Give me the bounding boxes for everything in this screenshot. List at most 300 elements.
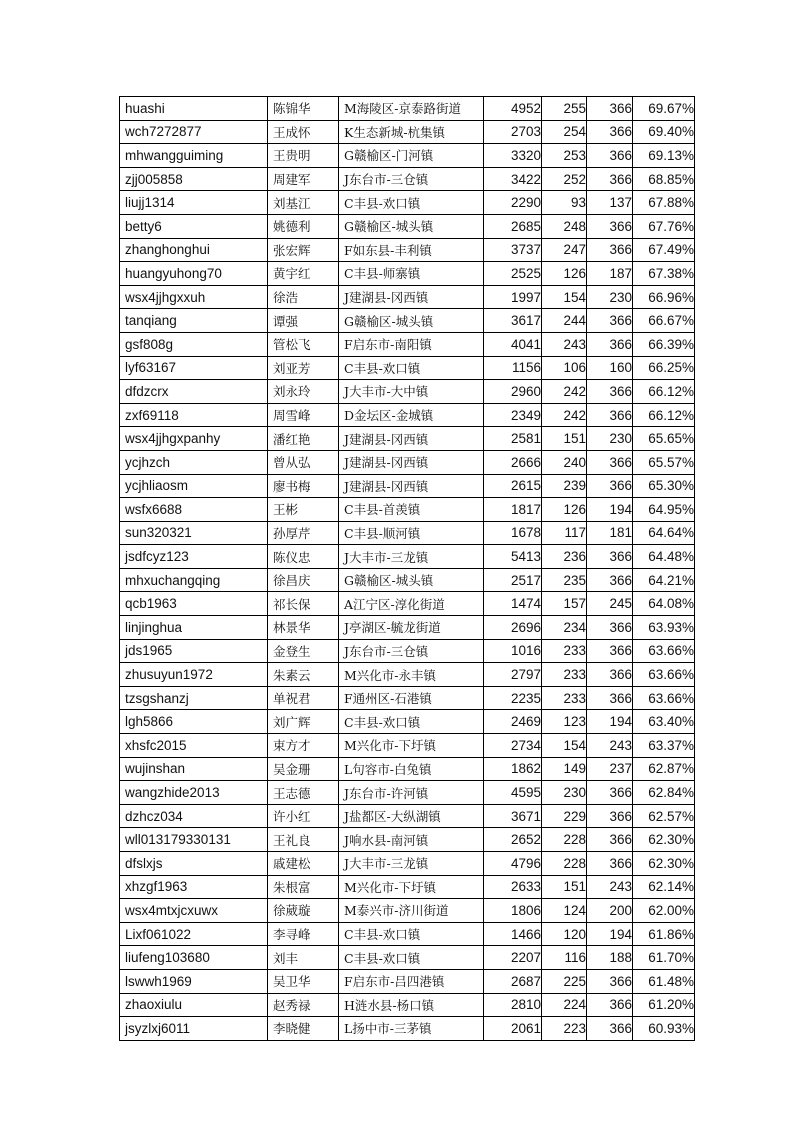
username-cell: wsx4mtxjcxuwx — [120, 899, 268, 923]
period-cell: 366 — [587, 380, 633, 404]
table-row — [120, 214, 695, 238]
total-cell: 1474 — [484, 592, 542, 616]
name-cell: 许小红 — [268, 804, 339, 828]
table-row — [120, 663, 695, 687]
username-cell: ycjhliaosm — [120, 474, 268, 498]
total-cell: 2469 — [484, 710, 542, 734]
period-cell: 237 — [587, 757, 633, 781]
period-cell: 366 — [587, 167, 633, 191]
name-cell: 王礼良 — [268, 828, 339, 852]
name-cell: 姚德利 — [268, 214, 339, 238]
region-cell: C丰县-欢口镇 — [339, 946, 484, 970]
days-cell: 225 — [542, 969, 587, 993]
total-cell: 2703 — [484, 120, 542, 144]
percent-cell: 61.86% — [633, 922, 695, 946]
username-cell: xhsfc2015 — [120, 734, 268, 758]
period-cell: 187 — [587, 262, 633, 286]
region-cell: M兴化市-下圩镇 — [339, 734, 484, 758]
percent-cell: 66.67% — [633, 309, 695, 333]
name-cell: 李寻峰 — [268, 922, 339, 946]
name-cell: 刘丰 — [268, 946, 339, 970]
region-cell: L扬中市-三茅镇 — [339, 1017, 484, 1041]
total-cell: 3617 — [484, 309, 542, 333]
days-cell: 230 — [542, 781, 587, 805]
days-cell: 234 — [542, 616, 587, 640]
days-cell: 243 — [542, 332, 587, 356]
total-cell: 2687 — [484, 969, 542, 993]
region-cell: F启东市-吕四港镇 — [339, 969, 484, 993]
username-cell: wch7272877 — [120, 120, 268, 144]
percent-cell: 65.57% — [633, 450, 695, 474]
region-cell: J东台市-许河镇 — [339, 781, 484, 805]
days-cell: 254 — [542, 120, 587, 144]
days-cell: 233 — [542, 663, 587, 687]
days-cell: 242 — [542, 403, 587, 427]
table-row — [120, 592, 695, 616]
days-cell: 151 — [542, 427, 587, 451]
total-cell: 2810 — [484, 993, 542, 1017]
total-cell: 2581 — [484, 427, 542, 451]
region-cell: H涟水县-杨口镇 — [339, 993, 484, 1017]
days-cell: 154 — [542, 285, 587, 309]
percent-cell: 66.12% — [633, 380, 695, 404]
percent-cell: 69.13% — [633, 144, 695, 168]
period-cell: 366 — [587, 545, 633, 569]
username-cell: wsfx6688 — [120, 498, 268, 522]
percent-cell: 60.93% — [633, 1017, 695, 1041]
table-row — [120, 946, 695, 970]
region-cell: J建湖县-冈西镇 — [339, 474, 484, 498]
table-row — [120, 757, 695, 781]
name-cell: 黄宇红 — [268, 262, 339, 286]
username-cell: lswwh1969 — [120, 969, 268, 993]
period-cell: 366 — [587, 97, 633, 121]
period-cell: 366 — [587, 804, 633, 828]
name-cell: 赵秀禄 — [268, 993, 339, 1017]
region-cell: A江宁区-淳化街道 — [339, 592, 484, 616]
table-row — [120, 734, 695, 758]
days-cell: 126 — [542, 262, 587, 286]
total-cell: 2207 — [484, 946, 542, 970]
table-row — [120, 144, 695, 168]
table-body — [120, 97, 695, 1041]
total-cell: 2666 — [484, 450, 542, 474]
username-cell: liujj1314 — [120, 191, 268, 215]
name-cell: 徐浩 — [268, 285, 339, 309]
days-cell: 223 — [542, 1017, 587, 1041]
total-cell: 1466 — [484, 922, 542, 946]
table-row — [120, 356, 695, 380]
total-cell: 2960 — [484, 380, 542, 404]
username-cell: tanqiang — [120, 309, 268, 333]
region-cell: D金坛区-金城镇 — [339, 403, 484, 427]
period-cell: 230 — [587, 427, 633, 451]
region-cell: C丰县-欢口镇 — [339, 191, 484, 215]
percent-cell: 65.30% — [633, 474, 695, 498]
percent-cell: 69.40% — [633, 120, 695, 144]
username-cell: dfslxjs — [120, 852, 268, 876]
percent-cell: 64.21% — [633, 568, 695, 592]
username-cell: zjj005858 — [120, 167, 268, 191]
name-cell: 李晓健 — [268, 1017, 339, 1041]
percent-cell: 64.95% — [633, 498, 695, 522]
region-cell: J响水县-南河镇 — [339, 828, 484, 852]
percent-cell: 67.38% — [633, 262, 695, 286]
username-cell: gsf808g — [120, 332, 268, 356]
period-cell: 194 — [587, 710, 633, 734]
days-cell: 116 — [542, 946, 587, 970]
table-row — [120, 804, 695, 828]
username-cell: tzsgshanzj — [120, 686, 268, 710]
name-cell: 王贵明 — [268, 144, 339, 168]
percent-cell: 63.66% — [633, 686, 695, 710]
table-row — [120, 309, 695, 333]
percent-cell: 62.84% — [633, 781, 695, 805]
table-row — [120, 545, 695, 569]
table-row — [120, 616, 695, 640]
region-cell: L句容市-白兔镇 — [339, 757, 484, 781]
region-cell: J东台市-三仓镇 — [339, 167, 484, 191]
days-cell: 240 — [542, 450, 587, 474]
days-cell: 224 — [542, 993, 587, 1017]
percent-cell: 61.20% — [633, 993, 695, 1017]
table-row — [120, 450, 695, 474]
total-cell: 3320 — [484, 144, 542, 168]
total-cell: 4952 — [484, 97, 542, 121]
username-cell: betty6 — [120, 214, 268, 238]
percent-cell: 63.40% — [633, 710, 695, 734]
days-cell: 233 — [542, 686, 587, 710]
table-row — [120, 380, 695, 404]
region-cell: G赣榆区-城头镇 — [339, 309, 484, 333]
ranking-table — [119, 96, 695, 1041]
total-cell: 3671 — [484, 804, 542, 828]
percent-cell: 66.25% — [633, 356, 695, 380]
region-cell: C丰县-首羡镇 — [339, 498, 484, 522]
region-cell: M泰兴市-济川街道 — [339, 899, 484, 923]
name-cell: 曾从弘 — [268, 450, 339, 474]
total-cell: 3422 — [484, 167, 542, 191]
username-cell: zhanghonghui — [120, 238, 268, 262]
percent-cell: 61.70% — [633, 946, 695, 970]
table-row — [120, 781, 695, 805]
name-cell: 朱素云 — [268, 663, 339, 687]
total-cell: 1016 — [484, 639, 542, 663]
days-cell: 157 — [542, 592, 587, 616]
percent-cell: 65.65% — [633, 427, 695, 451]
percent-cell: 63.66% — [633, 663, 695, 687]
region-cell: J大丰市-三龙镇 — [339, 852, 484, 876]
total-cell: 2797 — [484, 663, 542, 687]
total-cell: 1862 — [484, 757, 542, 781]
total-cell: 1997 — [484, 285, 542, 309]
period-cell: 366 — [587, 616, 633, 640]
total-cell: 4796 — [484, 852, 542, 876]
total-cell: 2517 — [484, 568, 542, 592]
table-row — [120, 828, 695, 852]
table-row — [120, 167, 695, 191]
region-cell: M兴化市-下圩镇 — [339, 875, 484, 899]
total-cell: 1678 — [484, 521, 542, 545]
region-cell: G赣榆区-门河镇 — [339, 144, 484, 168]
period-cell: 366 — [587, 403, 633, 427]
days-cell: 233 — [542, 639, 587, 663]
table-row — [120, 498, 695, 522]
region-cell: J盐都区-大纵湖镇 — [339, 804, 484, 828]
region-cell: C丰县-师寨镇 — [339, 262, 484, 286]
total-cell: 5413 — [484, 545, 542, 569]
percent-cell: 62.87% — [633, 757, 695, 781]
table-row — [120, 875, 695, 899]
total-cell: 1817 — [484, 498, 542, 522]
name-cell: 廖书梅 — [268, 474, 339, 498]
total-cell: 2652 — [484, 828, 542, 852]
table-row — [120, 922, 695, 946]
username-cell: zxf69118 — [120, 403, 268, 427]
region-cell: J建湖县-冈西镇 — [339, 427, 484, 451]
name-cell: 刘广辉 — [268, 710, 339, 734]
region-cell: C丰县-欢口镇 — [339, 710, 484, 734]
region-cell: M海陵区-京泰路街道 — [339, 97, 484, 121]
period-cell: 137 — [587, 191, 633, 215]
percent-cell: 62.30% — [633, 852, 695, 876]
period-cell: 366 — [587, 568, 633, 592]
days-cell: 126 — [542, 498, 587, 522]
period-cell: 366 — [587, 120, 633, 144]
username-cell: wujinshan — [120, 757, 268, 781]
name-cell: 戚建松 — [268, 852, 339, 876]
username-cell: wsx4jjhgxpanhy — [120, 427, 268, 451]
table-row — [120, 899, 695, 923]
region-cell: J建湖县-冈西镇 — [339, 285, 484, 309]
name-cell: 陈锦华 — [268, 97, 339, 121]
username-cell: huashi — [120, 97, 268, 121]
days-cell: 255 — [542, 97, 587, 121]
period-cell: 366 — [587, 474, 633, 498]
days-cell: 248 — [542, 214, 587, 238]
table-row — [120, 993, 695, 1017]
days-cell: 120 — [542, 922, 587, 946]
days-cell: 93 — [542, 191, 587, 215]
region-cell: G赣榆区-城头镇 — [339, 568, 484, 592]
name-cell: 谭强 — [268, 309, 339, 333]
username-cell: lyf63167 — [120, 356, 268, 380]
name-cell: 徐葳璇 — [268, 899, 339, 923]
name-cell: 王彬 — [268, 498, 339, 522]
period-cell: 188 — [587, 946, 633, 970]
username-cell: huangyuhong70 — [120, 262, 268, 286]
days-cell: 149 — [542, 757, 587, 781]
username-cell: sun320321 — [120, 521, 268, 545]
name-cell: 刘永玲 — [268, 380, 339, 404]
name-cell: 周雪峰 — [268, 403, 339, 427]
days-cell: 117 — [542, 521, 587, 545]
total-cell: 4595 — [484, 781, 542, 805]
username-cell: dfdzcrx — [120, 380, 268, 404]
total-cell: 2290 — [484, 191, 542, 215]
days-cell: 228 — [542, 852, 587, 876]
period-cell: 366 — [587, 238, 633, 262]
region-cell: J亭湖区-毓龙街道 — [339, 616, 484, 640]
table-row — [120, 639, 695, 663]
days-cell: 123 — [542, 710, 587, 734]
period-cell: 366 — [587, 214, 633, 238]
percent-cell: 68.85% — [633, 167, 695, 191]
period-cell: 366 — [587, 332, 633, 356]
name-cell: 刘基江 — [268, 191, 339, 215]
period-cell: 366 — [587, 144, 633, 168]
days-cell: 228 — [542, 828, 587, 852]
percent-cell: 62.14% — [633, 875, 695, 899]
name-cell: 王志德 — [268, 781, 339, 805]
table-row — [120, 238, 695, 262]
days-cell: 236 — [542, 545, 587, 569]
period-cell: 366 — [587, 309, 633, 333]
username-cell: zhusuyun1972 — [120, 663, 268, 687]
name-cell: 管松飞 — [268, 332, 339, 356]
region-cell: F如东县-丰利镇 — [339, 238, 484, 262]
days-cell: 235 — [542, 568, 587, 592]
region-cell: F启东市-南阳镇 — [339, 332, 484, 356]
percent-cell: 62.30% — [633, 828, 695, 852]
table-row — [120, 474, 695, 498]
username-cell: lgh5866 — [120, 710, 268, 734]
name-cell: 祁长保 — [268, 592, 339, 616]
table-row — [120, 427, 695, 451]
percent-cell: 67.76% — [633, 214, 695, 238]
username-cell: jsyzlxj6011 — [120, 1017, 268, 1041]
table-row — [120, 120, 695, 144]
days-cell: 106 — [542, 356, 587, 380]
period-cell: 160 — [587, 356, 633, 380]
total-cell: 2615 — [484, 474, 542, 498]
region-cell: J建湖县-冈西镇 — [339, 450, 484, 474]
days-cell: 247 — [542, 238, 587, 262]
table-row — [120, 332, 695, 356]
name-cell: 徐昌庆 — [268, 568, 339, 592]
period-cell: 194 — [587, 922, 633, 946]
region-cell: J东台市-三仓镇 — [339, 639, 484, 663]
username-cell: wangzhide2013 — [120, 781, 268, 805]
period-cell: 366 — [587, 828, 633, 852]
percent-cell: 69.67% — [633, 97, 695, 121]
table-row — [120, 686, 695, 710]
username-cell: xhzgf1963 — [120, 875, 268, 899]
percent-cell: 64.48% — [633, 545, 695, 569]
days-cell: 252 — [542, 167, 587, 191]
total-cell: 2525 — [484, 262, 542, 286]
username-cell: qcb1963 — [120, 592, 268, 616]
total-cell: 1156 — [484, 356, 542, 380]
name-cell: 刘亚芳 — [268, 356, 339, 380]
total-cell: 2734 — [484, 734, 542, 758]
period-cell: 243 — [587, 734, 633, 758]
total-cell: 2061 — [484, 1017, 542, 1041]
table-row — [120, 710, 695, 734]
period-cell: 366 — [587, 639, 633, 663]
days-cell: 151 — [542, 875, 587, 899]
total-cell: 3737 — [484, 238, 542, 262]
region-cell: J大丰市-大中镇 — [339, 380, 484, 404]
days-cell: 124 — [542, 899, 587, 923]
table-row — [120, 852, 695, 876]
table-row — [120, 568, 695, 592]
percent-cell: 64.08% — [633, 592, 695, 616]
name-cell: 张宏辉 — [268, 238, 339, 262]
name-cell: 林景华 — [268, 616, 339, 640]
username-cell: dzhcz034 — [120, 804, 268, 828]
name-cell: 潘红艳 — [268, 427, 339, 451]
percent-cell: 63.37% — [633, 734, 695, 758]
region-cell: M兴化市-永丰镇 — [339, 663, 484, 687]
period-cell: 366 — [587, 993, 633, 1017]
username-cell: mhwangguiming — [120, 144, 268, 168]
username-cell: jds1965 — [120, 639, 268, 663]
username-cell: wll013179330131 — [120, 828, 268, 852]
table-row — [120, 969, 695, 993]
name-cell: 束方才 — [268, 734, 339, 758]
days-cell: 253 — [542, 144, 587, 168]
region-cell: G赣榆区-城头镇 — [339, 214, 484, 238]
period-cell: 366 — [587, 450, 633, 474]
total-cell: 2685 — [484, 214, 542, 238]
name-cell: 吴卫华 — [268, 969, 339, 993]
percent-cell: 64.64% — [633, 521, 695, 545]
table-row — [120, 285, 695, 309]
username-cell: jsdfcyz123 — [120, 545, 268, 569]
days-cell: 242 — [542, 380, 587, 404]
region-cell: C丰县-顺河镇 — [339, 521, 484, 545]
total-cell: 4041 — [484, 332, 542, 356]
region-cell: C丰县-欢口镇 — [339, 356, 484, 380]
period-cell: 230 — [587, 285, 633, 309]
period-cell: 366 — [587, 969, 633, 993]
percent-cell: 66.96% — [633, 285, 695, 309]
percent-cell: 67.88% — [633, 191, 695, 215]
period-cell: 243 — [587, 875, 633, 899]
region-cell: J大丰市-三龙镇 — [339, 545, 484, 569]
period-cell: 200 — [587, 899, 633, 923]
period-cell: 366 — [587, 1017, 633, 1041]
name-cell: 孙厚芹 — [268, 521, 339, 545]
table-row — [120, 1017, 695, 1041]
username-cell: zhaoxiulu — [120, 993, 268, 1017]
percent-cell: 67.49% — [633, 238, 695, 262]
name-cell: 王成怀 — [268, 120, 339, 144]
name-cell: 吴金珊 — [268, 757, 339, 781]
total-cell: 2349 — [484, 403, 542, 427]
period-cell: 181 — [587, 521, 633, 545]
name-cell: 陈仪忠 — [268, 545, 339, 569]
region-cell: F通州区-石港镇 — [339, 686, 484, 710]
username-cell: linjinghua — [120, 616, 268, 640]
percent-cell: 62.00% — [633, 899, 695, 923]
region-cell: C丰县-欢口镇 — [339, 922, 484, 946]
username-cell: Lixf061022 — [120, 922, 268, 946]
period-cell: 194 — [587, 498, 633, 522]
percent-cell: 62.57% — [633, 804, 695, 828]
name-cell: 朱根富 — [268, 875, 339, 899]
period-cell: 245 — [587, 592, 633, 616]
name-cell: 单祝君 — [268, 686, 339, 710]
period-cell: 366 — [587, 663, 633, 687]
period-cell: 366 — [587, 852, 633, 876]
percent-cell: 66.12% — [633, 403, 695, 427]
username-cell: liufeng103680 — [120, 946, 268, 970]
username-cell: mhxuchangqing — [120, 568, 268, 592]
percent-cell: 66.39% — [633, 332, 695, 356]
days-cell: 244 — [542, 309, 587, 333]
